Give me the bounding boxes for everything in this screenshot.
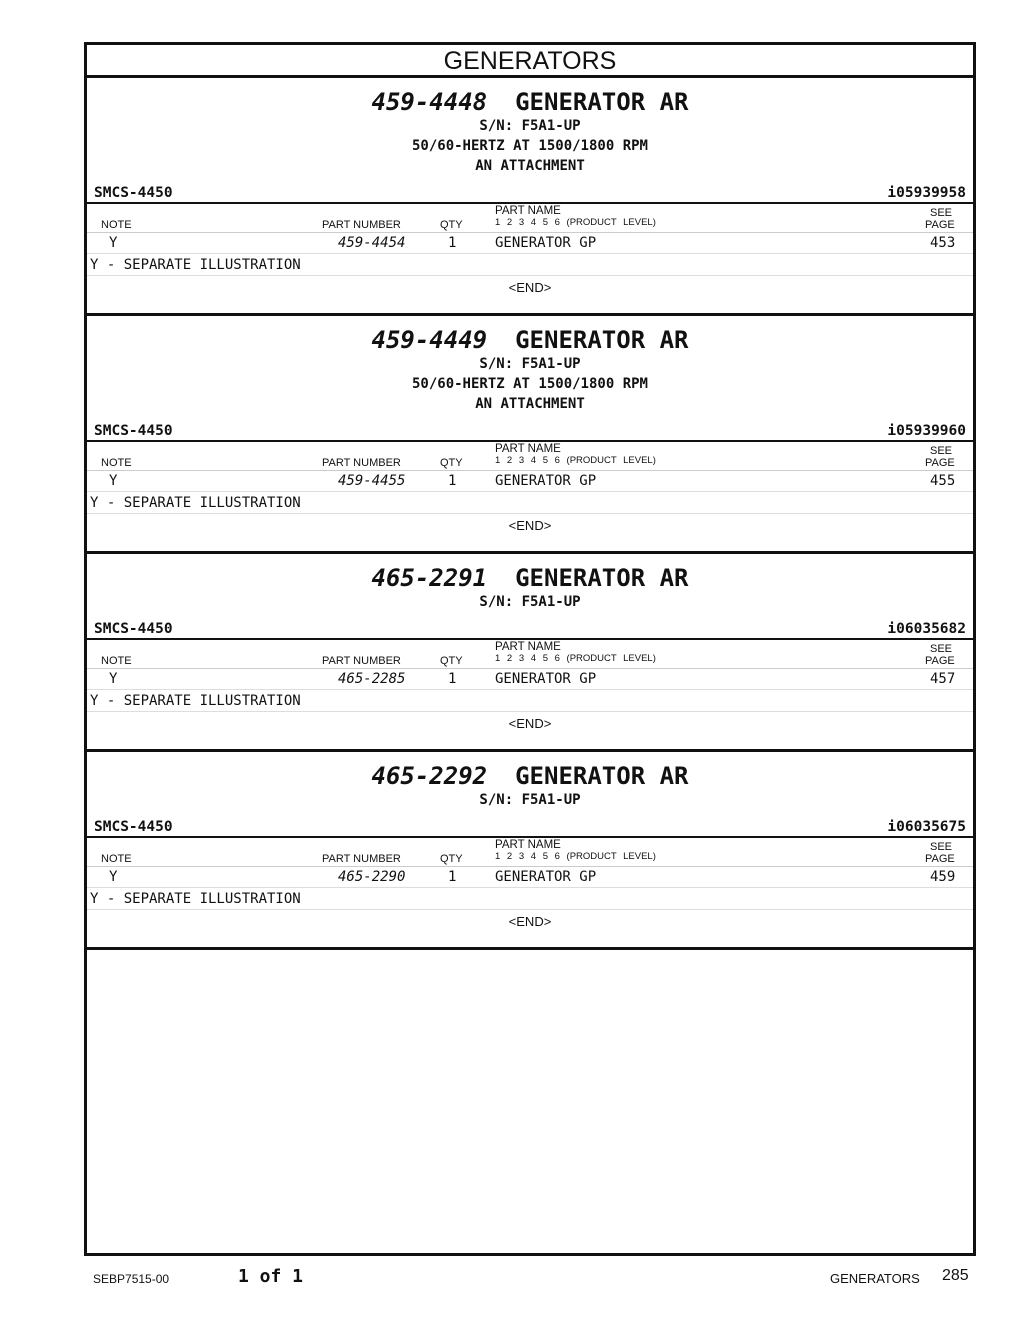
note-row: Y - SEPARATE ILLUSTRATION — [87, 254, 973, 276]
row-part-name: GENERATOR GP — [495, 235, 597, 251]
col-product-level: 1 2 3 4 5 6 (PRODUCT LEVEL) — [495, 653, 656, 664]
row-note: Y — [109, 473, 118, 489]
footer-section-name: GENERATORS — [830, 1271, 920, 1286]
col-page: PAGE — [925, 655, 955, 667]
row-part-name: GENERATOR GP — [495, 869, 597, 885]
illustration-id: i05939960 — [887, 423, 966, 439]
document-id: SEBP7515-00 — [93, 1272, 170, 1286]
table-row — [87, 669, 973, 690]
col-product-level: 1 2 3 4 5 6 (PRODUCT LEVEL) — [495, 217, 656, 228]
row-see-page[interactable]: 457 — [930, 671, 956, 687]
illustration-id: i05939958 — [887, 185, 966, 201]
column-headers — [87, 442, 973, 471]
end-marker: <END> — [508, 280, 552, 295]
section-header — [87, 316, 973, 414]
table-row — [87, 867, 973, 888]
section-header — [87, 752, 973, 810]
col-product-level: 1 2 3 4 5 6 (PRODUCT LEVEL) — [495, 455, 656, 466]
section-header — [87, 554, 973, 612]
smcs-row — [87, 816, 973, 838]
section-part-number: 459-4449 — [371, 326, 488, 354]
page-title: GENERATORS — [87, 45, 973, 78]
col-qty: QTY — [440, 219, 463, 231]
col-qty: QTY — [440, 853, 463, 865]
illustration-id: i06035675 — [887, 819, 966, 835]
page-number: 285 — [942, 1267, 969, 1284]
section-title — [87, 88, 973, 116]
smcs-row — [87, 618, 973, 640]
section-title — [87, 564, 973, 592]
serial-number: S/N: F5A1-UP — [479, 792, 581, 808]
section-subtitle: AN ATTACHMENT — [475, 158, 585, 174]
row-see-page[interactable]: 453 — [930, 235, 956, 251]
parts-section — [87, 316, 973, 554]
col-product-level: 1 2 3 4 5 6 (PRODUCT LEVEL) — [495, 851, 656, 862]
col-part-number: PART NUMBER — [322, 457, 401, 469]
row-qty: 1 — [448, 235, 457, 251]
section-title-text: GENERATOR AR — [515, 762, 689, 790]
col-page: PAGE — [925, 219, 955, 231]
row-note: Y — [109, 235, 118, 251]
table-row — [87, 233, 973, 254]
section-title-text: GENERATOR AR — [515, 88, 689, 116]
serial-number: S/N: F5A1-UP — [479, 356, 581, 372]
row-qty: 1 — [448, 869, 457, 885]
note-row: Y - SEPARATE ILLUSTRATION — [87, 888, 973, 910]
illustration-id: i06035682 — [887, 621, 966, 637]
section-title — [87, 762, 973, 790]
section-title-text: GENERATOR AR — [515, 326, 689, 354]
column-headers — [87, 204, 973, 233]
col-qty: QTY — [440, 655, 463, 667]
section-title-text: GENERATOR AR — [515, 564, 689, 592]
page-frame — [84, 42, 976, 1256]
smcs-code: SMCS-4450 — [94, 621, 173, 637]
smcs-code: SMCS-4450 — [94, 819, 173, 835]
end-marker: <END> — [508, 716, 552, 731]
row-see-page[interactable]: 455 — [930, 473, 956, 489]
col-note: NOTE — [101, 655, 132, 667]
table-row — [87, 471, 973, 492]
serial-number: S/N: F5A1-UP — [479, 118, 581, 134]
col-see: SEE — [930, 643, 953, 655]
end-marker: <END> — [508, 518, 552, 533]
smcs-row — [87, 420, 973, 442]
section-part-number: 465-2291 — [371, 564, 488, 592]
section-subtitle: AN ATTACHMENT — [475, 396, 585, 412]
end-marker: <END> — [508, 914, 552, 929]
col-see: SEE — [930, 207, 953, 219]
col-part-name: PART NAME — [495, 443, 561, 455]
section-title — [87, 326, 973, 354]
row-see-page[interactable]: 459 — [930, 869, 956, 885]
col-qty: QTY — [440, 457, 463, 469]
section-header — [87, 78, 973, 176]
smcs-row — [87, 182, 973, 204]
row-part-number[interactable]: 459-4454 — [338, 235, 406, 251]
row-part-number[interactable]: 459-4455 — [338, 473, 406, 489]
col-page: PAGE — [925, 457, 955, 469]
row-part-number[interactable]: 465-2285 — [338, 671, 406, 687]
note-row: Y - SEPARATE ILLUSTRATION — [87, 690, 973, 712]
section-part-number: 465-2292 — [371, 762, 488, 790]
col-note: NOTE — [101, 457, 132, 469]
column-headers — [87, 640, 973, 669]
row-qty: 1 — [448, 473, 457, 489]
col-note: NOTE — [101, 853, 132, 865]
col-page: PAGE — [925, 853, 955, 865]
col-part-name: PART NAME — [495, 641, 561, 653]
column-headers — [87, 838, 973, 867]
row-part-number[interactable]: 465-2290 — [338, 869, 406, 885]
note-row: Y - SEPARATE ILLUSTRATION — [87, 492, 973, 514]
row-note: Y — [109, 671, 118, 687]
row-qty: 1 — [448, 671, 457, 687]
col-see: SEE — [930, 445, 953, 457]
row-note: Y — [109, 869, 118, 885]
col-see: SEE — [930, 841, 953, 853]
serial-number: S/N: F5A1-UP — [479, 594, 581, 610]
row-part-name: GENERATOR GP — [495, 671, 597, 687]
col-note: NOTE — [101, 219, 132, 231]
col-part-number: PART NUMBER — [322, 853, 401, 865]
section-subtitle: 50/60-HERTZ AT 1500/1800 RPM — [411, 138, 648, 154]
parts-section — [87, 78, 973, 316]
col-part-number: PART NUMBER — [322, 219, 401, 231]
page-of-indicator: 1 of 1 — [238, 1266, 304, 1287]
section-subtitle: 50/60-HERTZ AT 1500/1800 RPM — [411, 376, 648, 392]
col-part-name: PART NAME — [495, 205, 561, 217]
parts-section — [87, 554, 973, 752]
smcs-code: SMCS-4450 — [94, 423, 173, 439]
col-part-number: PART NUMBER — [322, 655, 401, 667]
col-part-name: PART NAME — [495, 839, 561, 851]
section-part-number: 459-4448 — [371, 88, 488, 116]
parts-section — [87, 752, 973, 950]
row-part-name: GENERATOR GP — [495, 473, 597, 489]
smcs-code: SMCS-4450 — [94, 185, 173, 201]
